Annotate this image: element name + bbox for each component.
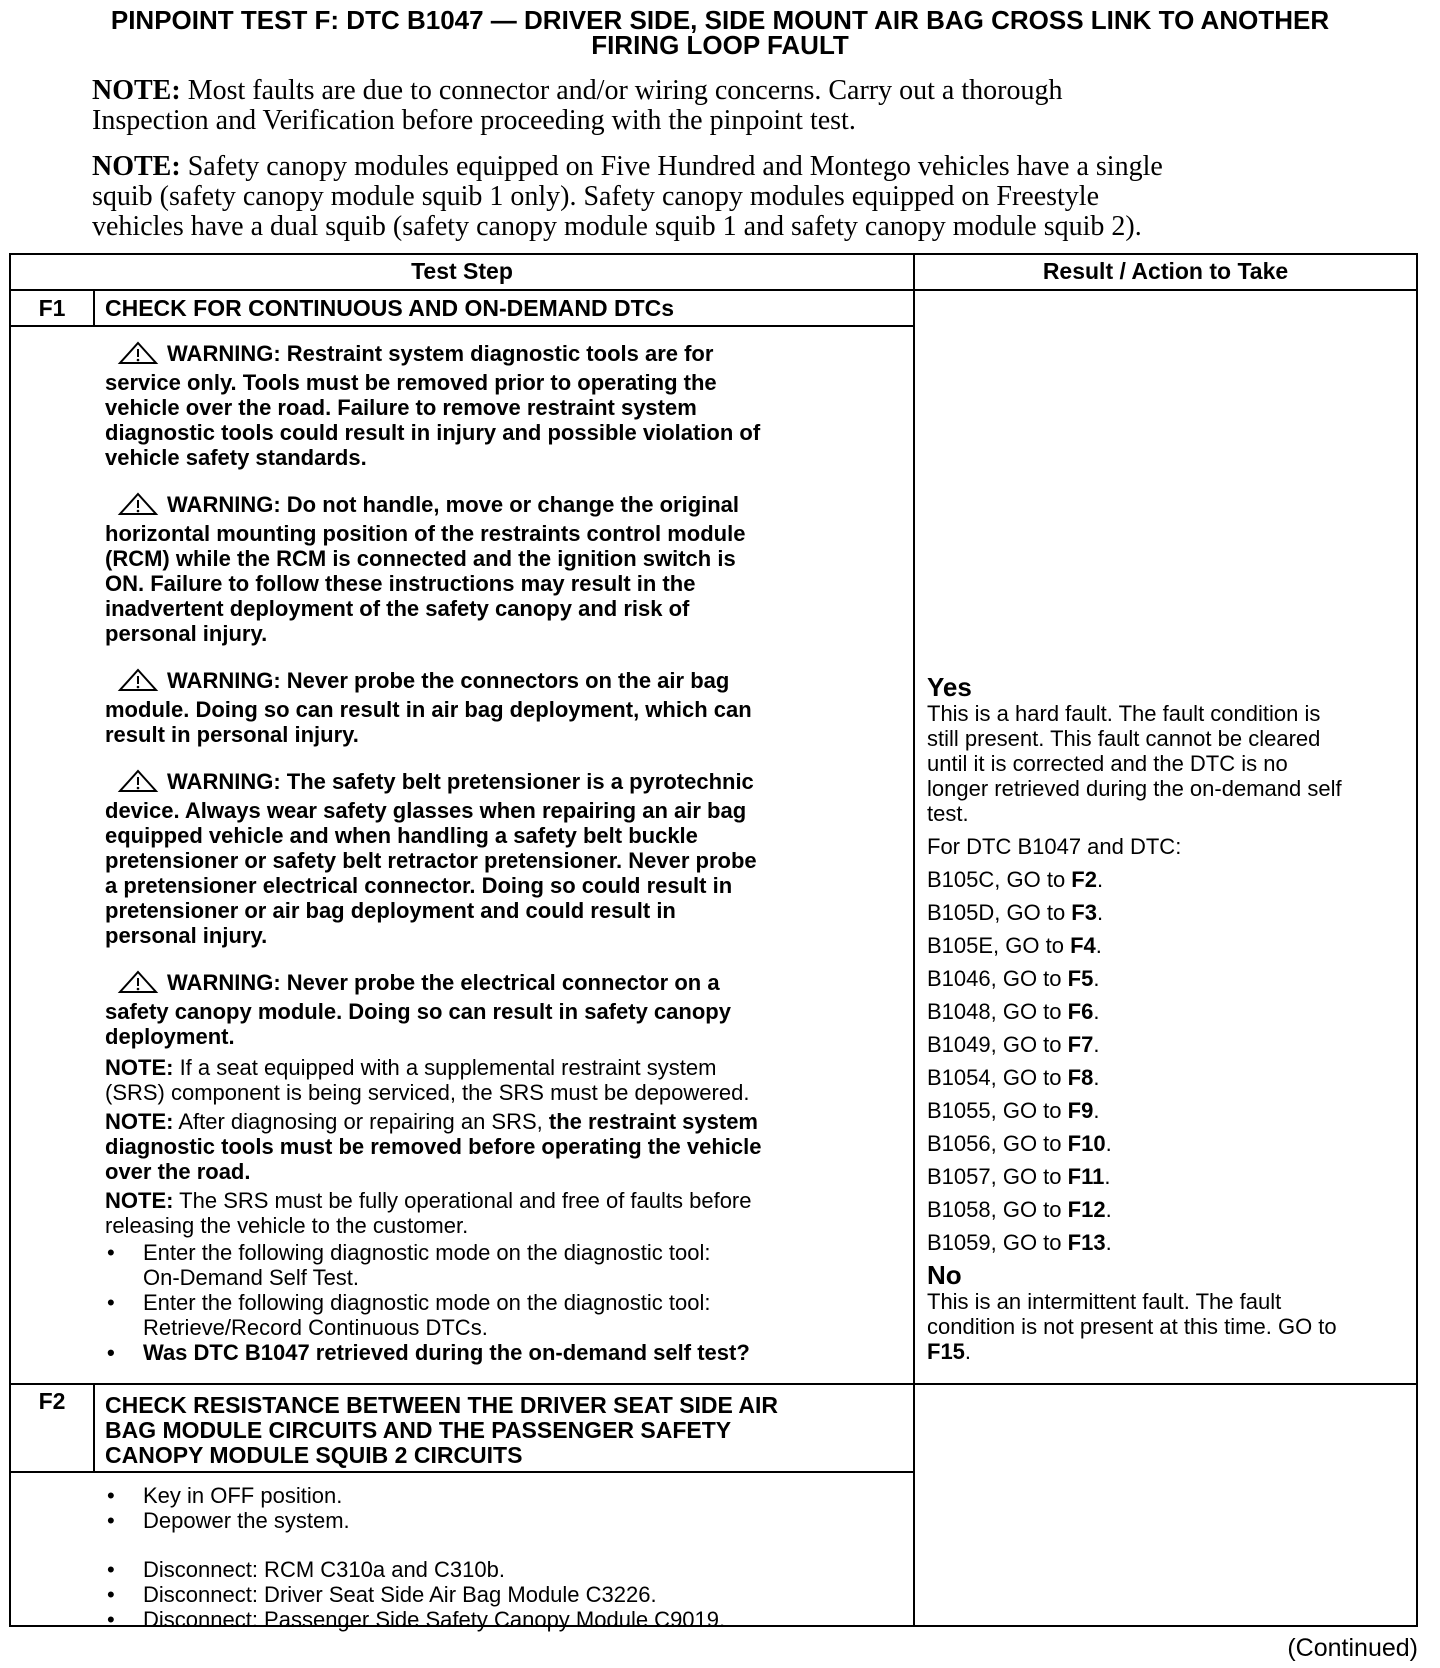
list-item [105,1290,905,1340]
warning-line: WARNING: Never probe the connectors on the air bag [167,668,730,693]
list-item-line: Enter the following diagnostic mode on the diagnostic tool: [143,1240,711,1265]
warning-triangle-icon [117,341,159,370]
title-line-2: FIRING LOOP FAULT [591,30,849,60]
f2-bullet-list-a [105,1483,905,1533]
note-line: releasing the vehicle to the customer. [105,1213,469,1238]
warning-line: WARNING: Never probe the electrical connector on a [167,970,720,995]
step-title-f1: CHECK FOR CONTINUOUS AND ON-DEMAND DTCs [105,295,675,321]
note-line: If a seat equipped with a supplemental restraint system [173,1055,717,1080]
note-text: Inspection and Verification before proceeding with the pinpoint test. [92,105,856,136]
goto-dtc: B1046, GO to [927,966,1068,991]
goto-item[interactable]: B1059, GO to F13. [927,1230,1112,1255]
header-test-step: Test Step [411,258,513,284]
f2-title-divider [11,1471,913,1473]
warning-line: service only. Tools must be removed prior to operating the [105,370,717,395]
list-item [105,1483,905,1508]
list-item-line: Was DTC B1047 retrieved during the on-demand self test? [143,1340,750,1365]
note-block [105,1188,905,1238]
warning-line: personal injury. [105,621,268,646]
warning-block [105,668,905,747]
note-text: Most faults are due to connector and/or wiring concerns. Carry out a thorough [180,75,1063,106]
goto-dtc: B1056, GO to [927,1131,1068,1156]
list-item-line: Depower the system. [143,1508,350,1533]
note-label: NOTE: [105,1055,174,1080]
warning-line: module. Doing so can result in air bag deployment, which can [105,697,752,722]
list-item-line: Enter the following diagnostic mode on the diagnostic tool: [143,1290,711,1315]
goto-item[interactable]: B1055, GO to F9. [927,1098,1100,1123]
warning-block [105,769,905,948]
result-line: This is an intermittent fault. The fault [927,1289,1282,1314]
warning-block [105,970,905,1049]
note-line: over the road. [105,1159,251,1184]
goto-dtc: B1059, GO to [927,1230,1068,1255]
bullet-icon: • [107,1290,115,1315]
note-text: Safety canopy modules equipped on Five Hundred and Montego vehicles have a single [180,151,1163,182]
goto-item[interactable]: B1058, GO to F12. [927,1197,1112,1222]
warning-line: (RCM) while the RCM is connected and the ignition switch is [105,546,736,571]
step-id-f2: F2 [38,1388,66,1414]
note-line: diagnostic tools must be removed before operating the vehicle [105,1134,762,1159]
goto-step-link[interactable]: F5 [1067,966,1094,991]
warning-line: inadvertent deployment of the safety canopy and risk of [105,596,690,621]
goto-item[interactable]: B1057, GO to F11. [927,1164,1111,1189]
warning-line: diagnostic tools could result in injury and possible violation of [105,420,761,445]
list-item [105,1340,905,1365]
note-line-bold: the restraint system [548,1109,758,1134]
list-item [105,1607,905,1632]
warning-block [105,492,905,646]
step-title-line: BAG MODULE CIRCUITS AND THE PASSENGER SAFETY [105,1417,732,1443]
goto-dtc: B1055, GO to [927,1098,1068,1123]
list-item [105,1508,905,1533]
list-item-line: On-Demand Self Test. [143,1265,360,1290]
f1-bullet-list [105,1240,905,1365]
list-item-line: Disconnect: Passenger Side Safety Canopy Module C9019. [143,1607,726,1632]
continued-label: (Continued) [1287,1634,1418,1662]
title-line-1: PINPOINT TEST F: DTC B1047 — DRIVER SIDE, SIDE MOUNT AIR BAG CROSS LINK TO ANOTHER [110,5,1330,35]
goto-dtc: B1048, GO to [927,999,1068,1024]
warning-line: WARNING: The safety belt pretensioner is a pyrotechnic [167,769,754,794]
page-title [20,5,1420,60]
warning-line: pretensioner or air bag deployment and could result in [105,898,676,923]
goto-step-link[interactable]: F7 [1067,1032,1094,1057]
step-title-line: CHECK RESISTANCE BETWEEN THE DRIVER SEAT SIDE AIR [105,1392,779,1418]
note-line: The SRS must be fully operational and free of faults before [173,1188,752,1213]
goto-step-link[interactable]: F8 [1067,1065,1094,1090]
warning-line: ON. Failure to follow these instructions may result in the [105,571,696,596]
result-line: still present. This fault cannot be cleared [927,726,1321,751]
goto-step-link[interactable]: F10 [1067,1131,1106,1156]
note-block [105,1055,905,1105]
list-item [105,1557,905,1582]
warning-line: personal injury. [105,923,268,948]
goto-step-link[interactable]: F15 [927,1339,965,1364]
goto-item[interactable]: B1048, GO to F6. [927,999,1100,1024]
f2-id-divider [93,1383,95,1471]
warning-line: device. Always wear safety glasses when repairing an air bag [105,798,747,823]
column-divider [913,255,915,1625]
warning-triangle-icon [117,492,159,521]
goto-dtc: B1049, GO to [927,1032,1068,1057]
goto-step-link[interactable]: F11 [1067,1164,1105,1189]
goto-step-link[interactable]: F3 [1071,900,1097,925]
warning-line: WARNING: Restraint system diagnostic tools are for [167,341,714,366]
warning-line: a pretensioner electrical connector. Doing so could result in [105,873,733,898]
f1-id-divider [93,289,95,325]
goto-dtc: B1058, GO to [927,1197,1068,1222]
goto-item[interactable]: B105C, GO to F2. [927,867,1104,892]
list-item-line: Disconnect: Driver Seat Side Air Bag Module C3226. [143,1582,657,1607]
warning-line: vehicle over the road. Failure to remove restraint system [105,395,697,420]
note-label: NOTE: [105,1188,174,1213]
goto-dtc: B105C, GO to [927,867,1072,892]
warning-line: result in personal injury. [105,722,359,747]
bullet-icon: • [107,1607,115,1632]
f1-title-divider [11,325,913,327]
f2-divider [11,1383,1416,1385]
bullet-icon: • [107,1483,115,1508]
goto-dtc: B1054, GO to [927,1065,1068,1090]
goto-step-link[interactable]: F12 [1067,1197,1106,1222]
bullet-icon: • [107,1240,115,1265]
warning-triangle-icon [117,668,159,697]
note-label: NOTE: [92,151,181,182]
list-item [105,1240,905,1290]
goto-dtc: B1057, GO to [927,1164,1068,1189]
goto-step-link[interactable]: F2 [1071,867,1097,892]
step-id-f1: F1 [38,295,66,321]
step-title-f2 [105,1393,905,1468]
header-result: Result / Action to Take [1042,258,1289,284]
warning-line: safety canopy module. Doing so can result in safety canopy [105,999,731,1024]
list-item-line: Retrieve/Record Continuous DTCs. [143,1315,488,1340]
warning-line: deployment. [105,1024,235,1049]
result-line: This is a hard fault. The fault condition is [927,701,1321,726]
goto-item[interactable]: B1049, GO to F7. [927,1032,1100,1057]
note-text: squib (safety canopy module squib 1 only). Safety canopy modules equipped on Freestyle [92,181,1100,212]
warning-line: equipped vehicle and when handling a safety belt buckle [105,823,698,848]
bullet-icon: • [107,1582,115,1607]
intro-note-2 [92,152,1412,242]
goto-step-link[interactable]: F4 [1070,933,1096,958]
result-yes-label: Yes [927,672,972,702]
pinpoint-test-table [9,253,1418,1632]
goto-step-link[interactable]: F6 [1067,999,1094,1024]
result-line: test. [927,801,969,826]
result-line: condition is not present at this time. GO to [927,1314,1337,1339]
note-line: (SRS) component is being serviced, the SRS must be depowered. [105,1080,750,1105]
goto-item[interactable]: B1054, GO to F8. [927,1065,1100,1090]
list-item [105,1582,905,1607]
f1-result: Yes This is a hard fault. The fault condition is still present. This fault cannot be cleared until it is corrected and the DTC is no longer retrieved during the on-demand self test. For DTC B1047 and DTC: B105C, GO to F2. B105D, GO to F3. B105E, GO to F4. B1046, GO to F5. B1048, GO to F6. B1049, GO to F7. B1054, GO to F8. B1055, GO to F9. B1056, GO to F10. B1057, GO to F11. B1058, GO to F12. B1059, GO to F13. No This is an intermittent fault. The fault condition is not present at this time. GO to F15. [927,673,1409,1364]
bullet-icon: • [107,1508,115,1533]
result-line: For DTC B1047 and DTC: [927,834,1182,859]
goto-step-link[interactable]: F13 [1067,1230,1106,1255]
intro-note-1 [92,76,1412,136]
f2-bullet-list-b [105,1557,905,1632]
f2-step-body [105,1483,905,1632]
bullet-icon: • [107,1340,115,1365]
warning-line: WARNING: Do not handle, move or change the original [167,492,740,517]
warning-block [105,341,905,470]
note-line: After diagnosing or repairing an SRS, [173,1109,549,1134]
warning-triangle-icon [117,970,159,999]
goto-dtc: B105D, GO to [927,900,1072,925]
warning-line: vehicle safety standards. [105,445,367,470]
result-line: longer retrieved during the on-demand self [927,776,1342,801]
goto-item[interactable]: B105D, GO to F3. [927,900,1104,925]
goto-item[interactable]: B1046, GO to F5. [927,966,1100,991]
result-line: until it is corrected and the DTC is no [927,751,1288,776]
list-item-line: Key in OFF position. [143,1483,343,1508]
note-label: NOTE: [92,75,181,106]
warning-triangle-icon [117,769,159,798]
warning-line: horizontal mounting position of the restraints control module [105,521,746,546]
result-no-label: No [927,1260,962,1290]
note-text: vehicles have a dual squib (safety canopy module squib 1 and safety canopy module squib 2). [92,211,1142,242]
f1-step-body [105,341,905,1365]
note-label: NOTE: [105,1109,174,1134]
goto-step-link[interactable]: F9 [1067,1098,1094,1123]
list-item-line: Disconnect: RCM C310a and C310b. [143,1557,505,1582]
goto-item[interactable]: B1056, GO to F10. [927,1131,1112,1156]
warning-line: pretensioner or safety belt retractor pretensioner. Never probe [105,848,757,873]
goto-item[interactable]: B105E, GO to F4. [927,933,1102,958]
bullet-icon: • [107,1557,115,1582]
step-title-line: CANOPY MODULE SQUIB 2 CIRCUITS [105,1442,523,1468]
goto-dtc: B105E, GO to [927,933,1071,958]
note-block [105,1109,905,1184]
